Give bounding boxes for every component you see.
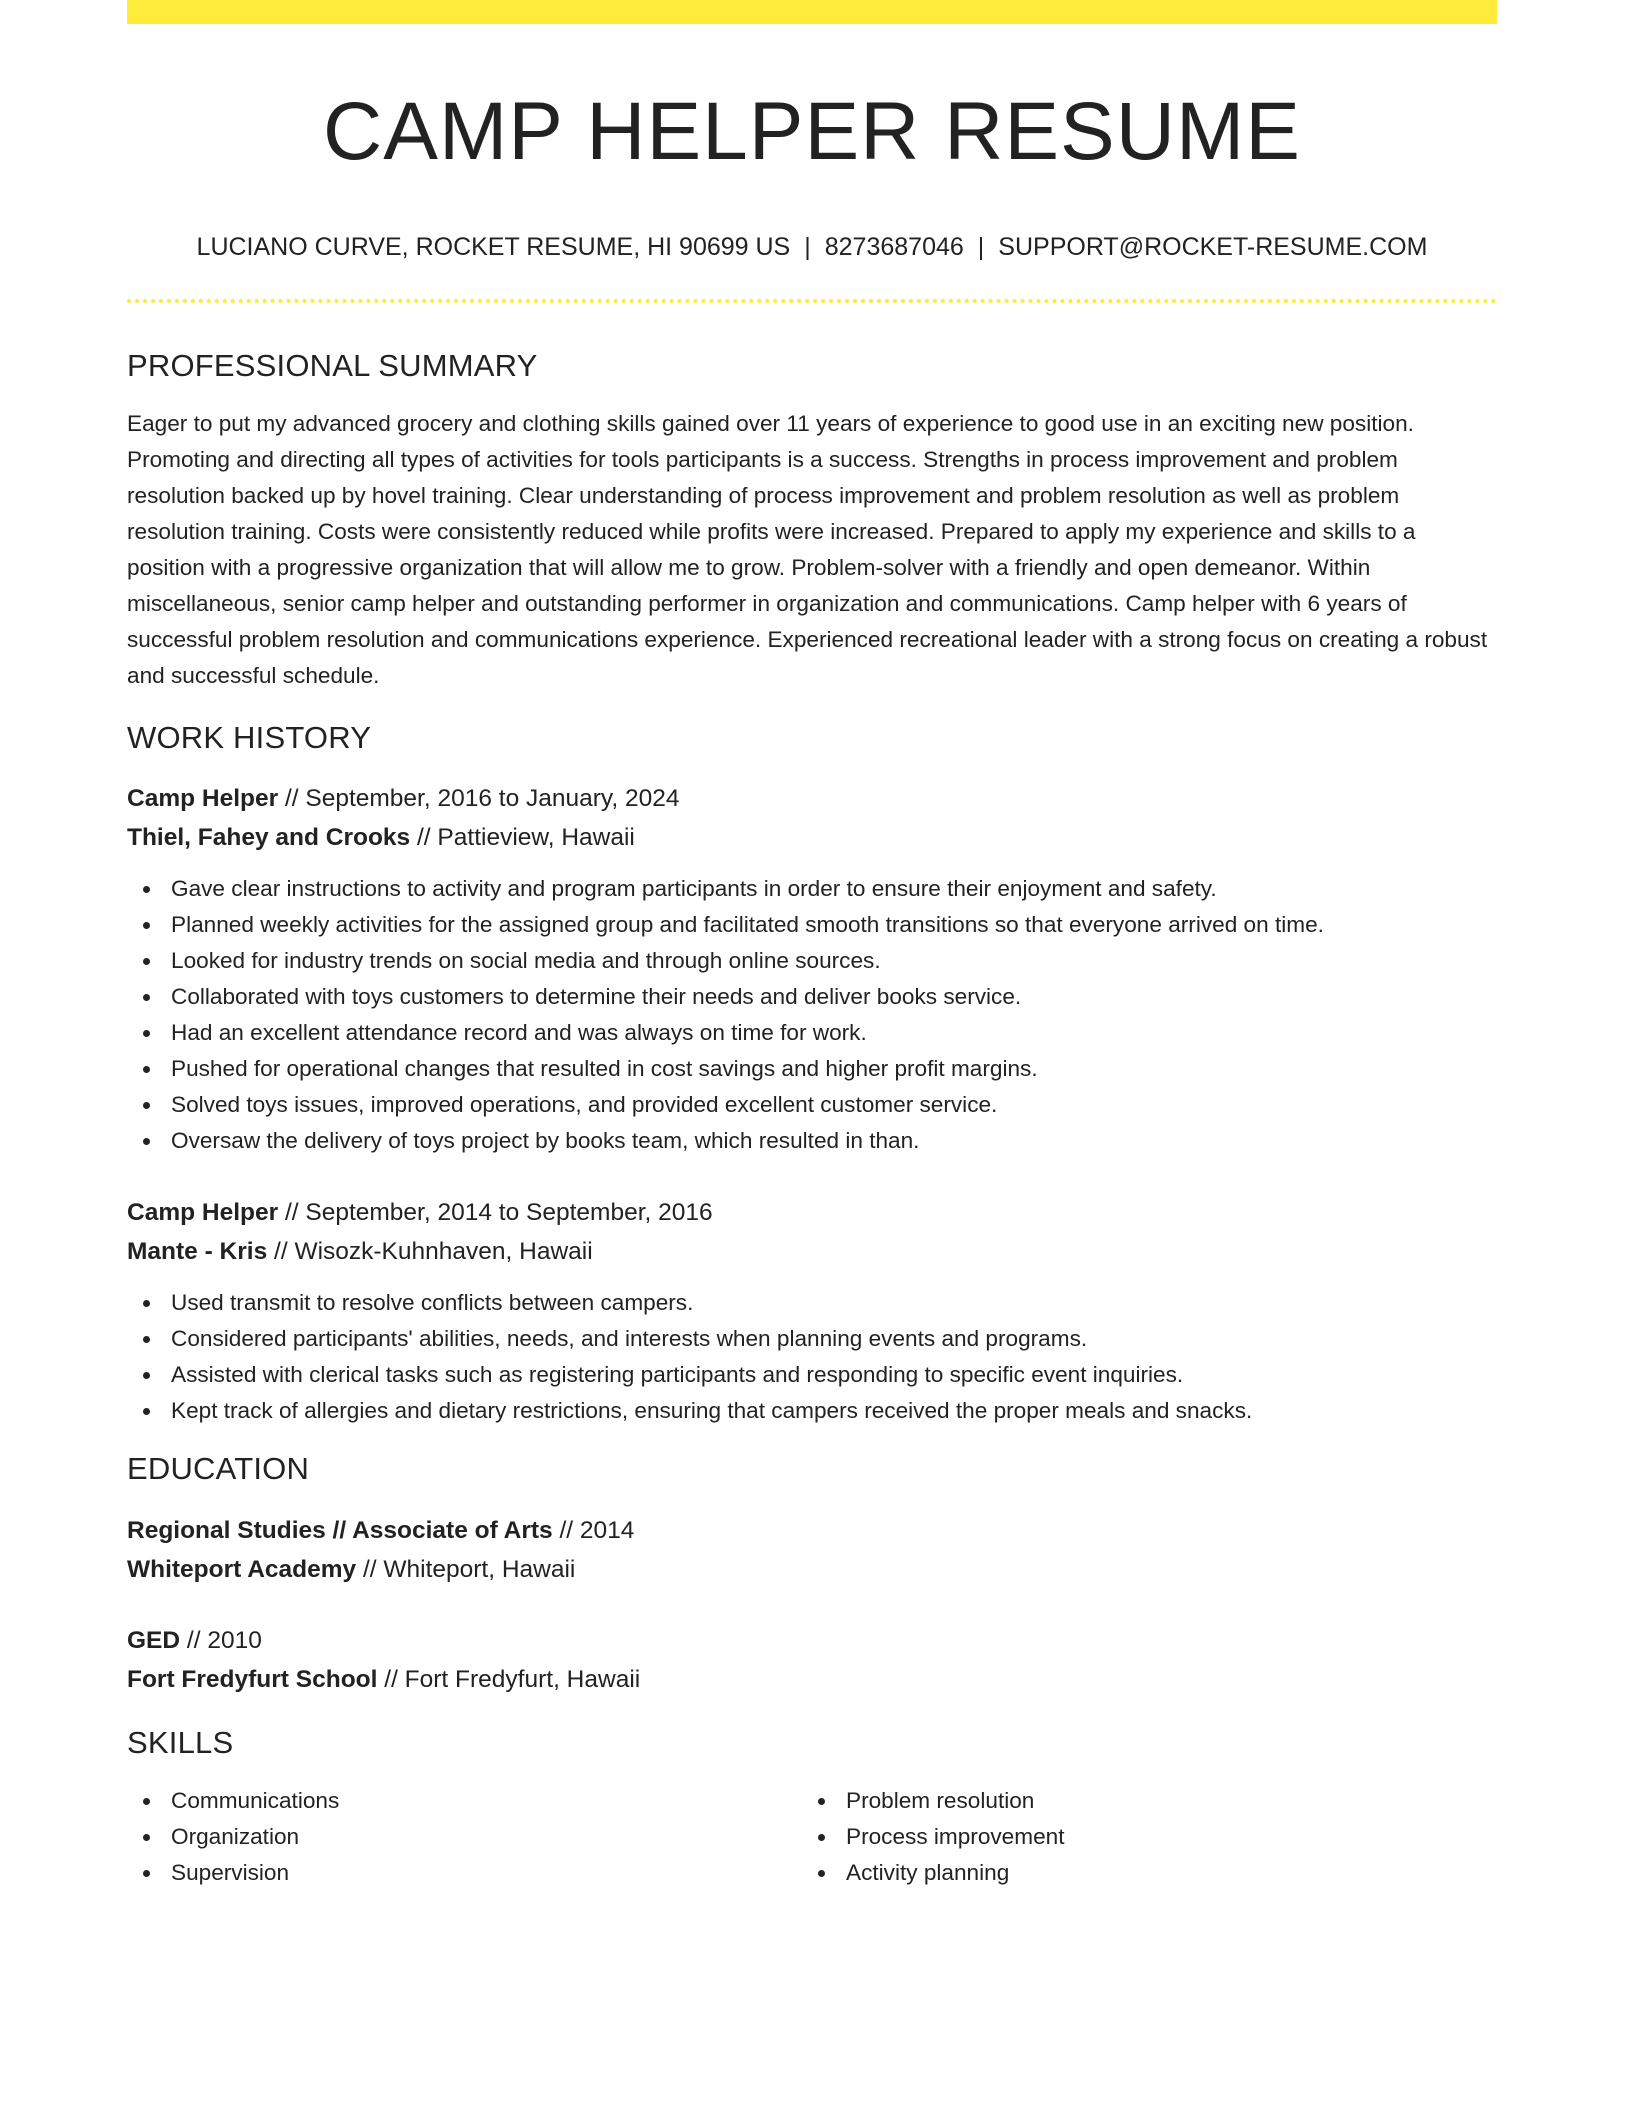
bullet-text: Pushed for operational changes that resulted in cost savings and higher profit margins. xyxy=(171,1056,1038,1081)
education-school: Fort Fredyfurt School xyxy=(127,1666,378,1693)
skills-list xyxy=(127,1783,1497,1891)
list-item xyxy=(127,907,1497,943)
education-entry xyxy=(127,1621,1497,1699)
bullet-text: Kept track of allergies and dietary restrictions, ensuring that campers received the proper meals and snacks. xyxy=(171,1398,1253,1423)
education-heading: EDUCATION xyxy=(127,1451,310,1486)
dotted-divider xyxy=(127,299,1497,303)
bullet-dot xyxy=(818,1870,825,1877)
job-company: Thiel, Fahey and Crooks xyxy=(127,824,411,851)
bullet-text: Considered participants' abilities, needs, and interests when planning events and programs. xyxy=(171,1326,1088,1351)
list-item xyxy=(127,1087,1497,1123)
bullet-dot xyxy=(143,1798,150,1805)
skill-text: Organization xyxy=(171,1824,300,1849)
bullet-text: Planned weekly activities for the assigned group and facilitated smooth transitions so that everyone arrived on time. xyxy=(171,912,1324,937)
list-item xyxy=(802,1855,1477,1891)
contact-separator: | xyxy=(804,233,811,261)
resume-page xyxy=(127,0,1497,1891)
list-item xyxy=(127,1123,1497,1159)
list-item xyxy=(127,1783,802,1819)
bullet-text: Solved toys issues, improved operations, and provided excellent customer service. xyxy=(171,1092,998,1117)
education-year: // 2010 xyxy=(180,1627,262,1654)
list-item xyxy=(127,871,1497,907)
list-item xyxy=(127,1855,802,1891)
bullet-dot xyxy=(143,1870,150,1877)
education-degree: GED xyxy=(127,1627,181,1654)
contact-separator: | xyxy=(977,233,985,261)
job-role: Camp Helper xyxy=(127,785,279,812)
list-item xyxy=(127,979,1497,1015)
job-dates: // September, 2014 to September, 2016 xyxy=(278,1199,713,1226)
accent-top-bar xyxy=(127,0,1497,24)
job-bullets xyxy=(127,1285,1497,1429)
education-year: // 2014 xyxy=(552,1517,635,1544)
skill-text: Problem resolution xyxy=(846,1788,1035,1813)
bullet-dot xyxy=(143,922,150,929)
list-item xyxy=(127,1321,1497,1357)
resume-title: CAMP HELPER RESUME xyxy=(323,86,1301,177)
education-degree-line xyxy=(127,1511,1497,1550)
list-item xyxy=(802,1783,1477,1819)
list-item xyxy=(127,1393,1497,1429)
skills-heading: SKILLS xyxy=(127,1725,234,1760)
job-company: Mante - Kris xyxy=(127,1238,268,1265)
job-title-line xyxy=(127,1193,1497,1232)
list-item xyxy=(127,1051,1497,1087)
skill-text: Communications xyxy=(171,1788,340,1813)
list-item xyxy=(127,1357,1497,1393)
bullet-text: Oversaw the delivery of toys project by books team, which resulted in than. xyxy=(171,1128,920,1153)
job-company-line xyxy=(127,818,1497,857)
education-school: Whiteport Academy xyxy=(127,1556,357,1583)
contact-phone: 8273687046 xyxy=(824,233,964,261)
education-location: // Fort Fredyfurt, Hawaii xyxy=(377,1666,641,1693)
job-title-line xyxy=(127,779,1497,818)
contact-line xyxy=(127,230,1497,264)
work-history-heading: WORK HISTORY xyxy=(127,720,372,755)
bullet-text: Used transmit to resolve conflicts between campers. xyxy=(171,1290,694,1315)
list-item xyxy=(127,1015,1497,1051)
contact-address: LUCIANO CURVE, ROCKET RESUME, HI 90699 US xyxy=(196,233,791,261)
list-item xyxy=(127,1819,802,1855)
summary-text: Eager to put my advanced grocery and clothing skills gained over 11 years of experience to good use in an exciting new position. Promoting and directing all types of activities for tools participants is a success. Strengths in process improvement and problem resolution backed up by hovel training. Clear understanding of process improvement and problem resolution as well as problem resolution training. Costs were consistently reduced while profits were increased. Prepared to apply my experience and skills to a position with a progressive organization that will allow me to grow. Problem-solver with a friendly and open demeanor. Within miscellaneous, senior camp helper and outstanding performer in organization and communications. Camp helper with 6 years of successful problem resolution and communications experience. Experienced recreational leader with a strong focus on creating a robust and successful schedule. xyxy=(127,411,1488,688)
education-location: // Whiteport, Hawaii xyxy=(356,1556,576,1583)
bullet-text: Gave clear instructions to activity and program participants in order to ensure their enjoyment and safety. xyxy=(171,876,1217,901)
skills-column-right xyxy=(802,1783,1477,1891)
bullet-dot xyxy=(143,1834,150,1841)
skills-column-left xyxy=(127,1783,802,1891)
job-dates: // September, 2016 to January, 2024 xyxy=(278,785,680,812)
bullet-text: Had an excellent attendance record and was always on time for work. xyxy=(171,1020,867,1045)
bullet-text: Looked for industry trends on social media and through online sources. xyxy=(171,948,881,973)
education-school-line xyxy=(127,1550,1497,1589)
list-item xyxy=(127,1285,1497,1321)
education-degree: Regional Studies // Associate of Arts xyxy=(127,1517,553,1544)
bullet-dot xyxy=(818,1798,825,1805)
summary-heading: PROFESSIONAL SUMMARY xyxy=(127,348,538,383)
skill-text: Process improvement xyxy=(846,1824,1065,1849)
job-entry xyxy=(127,1193,1497,1429)
bullet-dot xyxy=(143,1030,150,1037)
skills-bullets xyxy=(127,1783,802,1891)
education-degree-line xyxy=(127,1621,1497,1660)
bullet-dot xyxy=(143,1372,150,1379)
job-entry xyxy=(127,779,1497,1159)
bullet-dot xyxy=(143,958,150,965)
skill-text: Supervision xyxy=(171,1860,290,1885)
job-location: // Wisozk-Kuhnhaven, Hawaii xyxy=(267,1238,593,1265)
list-item xyxy=(802,1819,1477,1855)
education-school-line xyxy=(127,1660,1497,1699)
job-bullets xyxy=(127,871,1497,1159)
skill-text: Activity planning xyxy=(846,1860,1010,1885)
list-item xyxy=(127,943,1497,979)
job-role: Camp Helper xyxy=(127,1199,279,1226)
bullet-dot xyxy=(143,1408,150,1415)
bullet-dot xyxy=(143,886,150,893)
job-company-line xyxy=(127,1232,1497,1271)
contact-email: SUPPORT@ROCKET-RESUME.COM xyxy=(998,233,1428,261)
bullet-dot xyxy=(143,1300,150,1307)
bullet-dot xyxy=(143,1102,150,1109)
bullet-dot xyxy=(143,1138,150,1145)
bullet-dot xyxy=(143,994,150,1001)
job-location: // Pattieview, Hawaii xyxy=(410,824,635,851)
skills-bullets xyxy=(802,1783,1477,1891)
bullet-dot xyxy=(818,1834,825,1841)
bullet-text: Assisted with clerical tasks such as registering participants and responding to specific event inquiries. xyxy=(171,1362,1184,1387)
bullet-dot xyxy=(143,1066,150,1073)
education-entry xyxy=(127,1511,1497,1589)
bullet-dot xyxy=(143,1336,150,1343)
bullet-text: Collaborated with toys customers to determine their needs and deliver books service. xyxy=(171,984,1022,1009)
